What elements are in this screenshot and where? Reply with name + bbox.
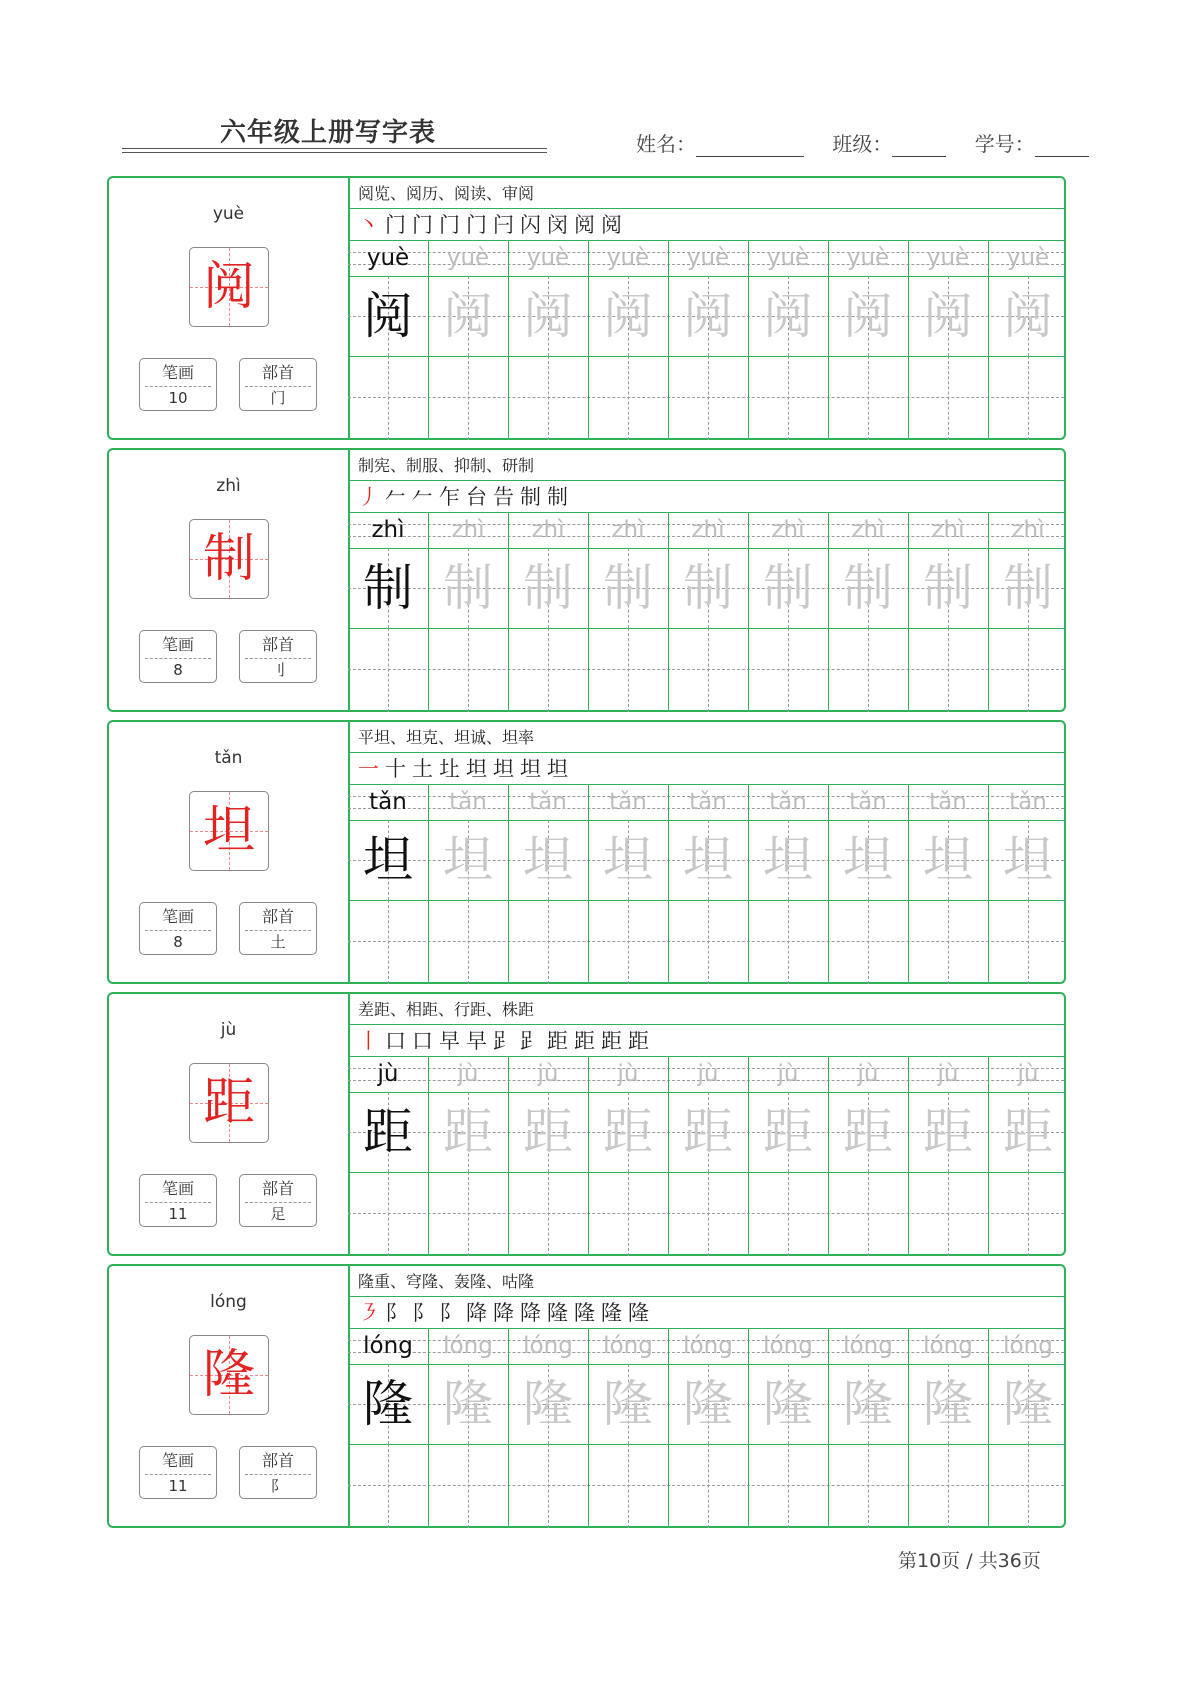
character-practice-cell: 距 [843, 1103, 893, 1161]
example-words: 平坦、坦克、坦诚、坦率 [358, 728, 535, 747]
stroke-count-label: 笔画 [161, 1451, 194, 1470]
number-field[interactable] [1035, 134, 1089, 157]
character-box [189, 791, 269, 871]
pinyin-practice-cell: jù [457, 1061, 479, 1087]
stroke-count-label: 笔画 [161, 363, 194, 382]
stroke-step: 距 [601, 1029, 622, 1053]
stroke-step: 𠂉 [385, 485, 406, 509]
character-practice-cell: 阅 [363, 287, 413, 345]
stroke-count-box [139, 1174, 217, 1227]
character-practice-cell: 制 [363, 559, 413, 617]
pinyin-practice-cell: tǎn [449, 789, 487, 815]
character-practice-cell: 阅 [603, 287, 653, 345]
stroke-step: 门 [439, 213, 460, 237]
pinyin-practice-cell: zhì [371, 517, 405, 543]
example-words: 差距、相距、行距、株距 [358, 1000, 535, 1019]
pinyin-practice-cell: yuè [686, 245, 730, 271]
stroke-order [358, 1298, 655, 1328]
pinyin-practice-cell: zhì [451, 517, 485, 543]
character-pinyin: tǎn [214, 748, 243, 768]
stroke-order [358, 482, 574, 512]
stroke-step: 阝 [439, 1301, 460, 1325]
stroke-step: 阝 [385, 1301, 406, 1325]
character-practice-cell: 隆 [923, 1375, 973, 1433]
character-practice-cell: 阅 [763, 287, 813, 345]
character-practice-cell: 隆 [603, 1375, 653, 1433]
character-practice-cell: 制 [443, 559, 493, 617]
character-glyph: 阅 [202, 257, 255, 317]
stroke-count-box [139, 902, 217, 955]
character-info-panel [109, 722, 350, 982]
radical-label: 部首 [261, 1179, 294, 1198]
pinyin-practice-cell: tǎn [1009, 789, 1047, 815]
character-practice-cell: 距 [1003, 1103, 1053, 1161]
stroke-step: 阅 [601, 213, 622, 237]
stroke-step: 门 [466, 213, 487, 237]
radical-box [239, 358, 317, 411]
character-box [189, 1063, 269, 1143]
stroke-step: 土 [412, 757, 433, 781]
pinyin-practice-cell: yuè [366, 245, 410, 271]
pinyin-practice-cell: tǎn [769, 789, 807, 815]
character-practice-cell: 坦 [683, 831, 733, 889]
stroke-order [358, 210, 628, 240]
radical-box [239, 630, 317, 683]
pinyin-practice-cell: yuè [766, 245, 810, 271]
character-practice-cell: 坦 [763, 831, 813, 889]
pinyin-practice-cell: zhì [1011, 517, 1045, 543]
character-practice-cell: 阅 [523, 287, 573, 345]
character-card [107, 448, 1066, 712]
stroke-count-label: 笔画 [161, 635, 194, 654]
stroke-order [358, 754, 574, 784]
radical-box [239, 1446, 317, 1499]
title-underline-2 [122, 152, 547, 153]
character-practice-cell: 隆 [523, 1375, 573, 1433]
character-practice-cell: 阅 [843, 287, 893, 345]
character-practice-cell: 隆 [363, 1375, 413, 1433]
pinyin-practice-cell: zhì [851, 517, 885, 543]
title-underline [122, 148, 547, 149]
radical-value: 阝 [270, 1477, 286, 1495]
student-info-fields [636, 128, 1089, 157]
stroke-step: 降 [520, 1301, 541, 1325]
character-card [107, 992, 1066, 1256]
character-practice-cell: 距 [763, 1103, 813, 1161]
character-pinyin: jù [220, 1020, 237, 1040]
stroke-step: 阝 [412, 1301, 433, 1325]
character-practice-cell: 隆 [683, 1375, 733, 1433]
character-practice-cell: 隆 [763, 1375, 813, 1433]
stroke-count-value: 11 [168, 1477, 188, 1495]
pinyin-practice-cell: yuè [926, 245, 970, 271]
character-card [107, 176, 1066, 440]
stroke-step: 距 [628, 1029, 649, 1053]
pinyin-practice-cell: lóng [763, 1333, 813, 1359]
radical-box [239, 1174, 317, 1227]
pinyin-practice-cell: lóng [603, 1333, 653, 1359]
stroke-count-value: 8 [173, 933, 183, 951]
stroke-step: 𧾷 [520, 1029, 541, 1053]
practice-grid [348, 178, 1064, 438]
pinyin-practice-cell: jù [537, 1061, 559, 1087]
stroke-step: 降 [493, 1301, 514, 1325]
stroke-step: 𧾷 [493, 1029, 514, 1053]
stroke-step: 台 [466, 485, 487, 509]
stroke-step: 一 [358, 757, 379, 781]
pinyin-practice-cell: lóng [843, 1333, 893, 1359]
pinyin-practice-cell: yuè [526, 245, 570, 271]
character-practice-cell: 制 [523, 559, 573, 617]
stroke-order [358, 1026, 655, 1056]
character-practice-cell: 隆 [843, 1375, 893, 1433]
stroke-step: 闩 [493, 213, 514, 237]
character-glyph: 距 [202, 1073, 255, 1133]
radical-value: 足 [270, 1205, 286, 1223]
pinyin-practice-cell: tǎn [689, 789, 727, 815]
example-words: 制宪、制服、抑制、研制 [358, 456, 535, 475]
character-practice-cell: 距 [363, 1103, 413, 1161]
pinyin-practice-cell: jù [1017, 1061, 1039, 1087]
character-pinyin: yuè [212, 204, 245, 224]
stroke-step: 告 [493, 485, 514, 509]
character-info-panel [109, 178, 350, 438]
practice-grid [348, 450, 1064, 710]
pinyin-practice-cell: yuè [446, 245, 490, 271]
pinyin-practice-cell: tǎn [529, 789, 567, 815]
character-glyph: 坦 [202, 801, 255, 861]
stroke-count-box [139, 358, 217, 411]
pinyin-practice-cell: jù [697, 1061, 719, 1087]
stroke-count-box [139, 630, 217, 683]
character-practice-cell: 坦 [843, 831, 893, 889]
character-practice-cell: 阅 [1003, 287, 1053, 345]
stroke-step: 𠂉 [412, 485, 433, 509]
stroke-step: 距 [574, 1029, 595, 1053]
class-field[interactable] [892, 134, 946, 157]
stroke-step: 门 [412, 213, 433, 237]
character-glyph: 隆 [202, 1345, 255, 1405]
stroke-step: 早 [466, 1029, 487, 1053]
stroke-step: 丨 [358, 1029, 379, 1053]
stroke-step: 隆 [547, 1301, 568, 1325]
pinyin-practice-cell: lóng [523, 1333, 573, 1359]
character-practice-cell: 制 [763, 559, 813, 617]
pinyin-practice-cell: jù [617, 1061, 639, 1087]
pinyin-practice-cell: yuè [846, 245, 890, 271]
radical-label: 部首 [261, 907, 294, 926]
stroke-step: 十 [385, 757, 406, 781]
pinyin-practice-cell: zhì [691, 517, 725, 543]
character-practice-cell: 阅 [443, 287, 493, 345]
stroke-step: 乍 [439, 485, 460, 509]
stroke-step: 降 [466, 1301, 487, 1325]
pinyin-practice-cell: tǎn [849, 789, 887, 815]
stroke-step: 早 [439, 1029, 460, 1053]
stroke-count-value: 8 [173, 661, 183, 679]
practice-grid [348, 994, 1064, 1254]
stroke-step: 制 [547, 485, 568, 509]
character-box [189, 1335, 269, 1415]
stroke-step: 口 [385, 1029, 406, 1053]
pinyin-practice-cell: jù [857, 1061, 879, 1087]
radical-value: 刂 [270, 661, 286, 679]
pinyin-practice-cell: yuè [606, 245, 650, 271]
stroke-step: 隆 [601, 1301, 622, 1325]
stroke-step: ㇋ [358, 1301, 379, 1325]
radical-value: 土 [270, 933, 286, 951]
character-practice-cell: 距 [603, 1103, 653, 1161]
character-box [189, 247, 269, 327]
radical-label: 部首 [261, 635, 294, 654]
character-practice-cell: 距 [923, 1103, 973, 1161]
stroke-step: 圵 [439, 757, 460, 781]
pinyin-practice-cell: lóng [363, 1333, 413, 1359]
stroke-step: 坦 [466, 757, 487, 781]
character-practice-cell: 坦 [603, 831, 653, 889]
character-practice-cell: 距 [443, 1103, 493, 1161]
stroke-step: 制 [520, 485, 541, 509]
stroke-step: 距 [547, 1029, 568, 1053]
character-box [189, 519, 269, 599]
stroke-step: 门 [385, 213, 406, 237]
name-label: 姓名： [636, 132, 696, 156]
stroke-step: 闵 [547, 213, 568, 237]
character-practice-cell: 隆 [1003, 1375, 1053, 1433]
pinyin-practice-cell: lóng [683, 1333, 733, 1359]
number-label: 学号： [974, 132, 1035, 156]
pinyin-practice-cell: tǎn [369, 789, 407, 815]
character-practice-cell: 坦 [1003, 831, 1053, 889]
pinyin-practice-cell: tǎn [609, 789, 647, 815]
pinyin-practice-cell: lóng [1003, 1333, 1053, 1359]
stroke-step: 坦 [520, 757, 541, 781]
pinyin-practice-cell: jù [377, 1061, 399, 1087]
character-practice-cell: 坦 [923, 831, 973, 889]
example-words: 隆重、穹隆、轰隆、咕隆 [358, 1272, 535, 1291]
character-pinyin: zhì [216, 476, 241, 496]
character-info-panel [109, 1266, 350, 1526]
class-label: 班级： [832, 132, 893, 156]
character-practice-cell: 制 [923, 559, 973, 617]
stroke-step: 坦 [547, 757, 568, 781]
character-practice-cell: 制 [683, 559, 733, 617]
page-number: 第10页 / 共36页 [898, 1550, 1041, 1572]
stroke-step: 隆 [628, 1301, 649, 1325]
pinyin-practice-cell: lóng [443, 1333, 493, 1359]
practice-grid [348, 722, 1064, 982]
stroke-step: 隆 [574, 1301, 595, 1325]
character-practice-cell: 制 [843, 559, 893, 617]
stroke-count-label: 笔画 [161, 1179, 194, 1198]
stroke-step: 阅 [574, 213, 595, 237]
stroke-step: 闪 [520, 213, 541, 237]
character-practice-cell: 坦 [523, 831, 573, 889]
character-practice-cell: 距 [683, 1103, 733, 1161]
character-practice-cell: 阅 [923, 287, 973, 345]
pinyin-practice-cell: tǎn [929, 789, 967, 815]
character-info-panel [109, 994, 350, 1254]
name-field[interactable] [696, 134, 804, 157]
character-practice-cell: 坦 [443, 831, 493, 889]
character-practice-cell: 制 [603, 559, 653, 617]
character-practice-cell: 隆 [443, 1375, 493, 1433]
pinyin-practice-cell: zhì [771, 517, 805, 543]
character-card [107, 1264, 1066, 1528]
pinyin-practice-cell: lóng [923, 1333, 973, 1359]
example-words: 阅览、阅历、阅读、审阅 [358, 184, 535, 203]
stroke-step: 坦 [493, 757, 514, 781]
character-practice-cell: 阅 [683, 287, 733, 345]
character-glyph: 制 [202, 529, 255, 589]
character-practice-cell: 坦 [363, 831, 413, 889]
stroke-count-value: 10 [168, 389, 188, 407]
stroke-step: 丿 [358, 485, 379, 509]
pinyin-practice-cell: jù [777, 1061, 799, 1087]
pinyin-practice-cell: zhì [531, 517, 565, 543]
stroke-step: 口 [412, 1029, 433, 1053]
pinyin-practice-cell: jù [937, 1061, 959, 1087]
radical-label: 部首 [261, 1451, 294, 1470]
stroke-count-box [139, 1446, 217, 1499]
pinyin-practice-cell: yuè [1006, 245, 1050, 271]
radical-value: 门 [270, 389, 286, 407]
character-info-panel [109, 450, 350, 710]
stroke-count-value: 11 [168, 1205, 188, 1223]
pinyin-practice-cell: zhì [931, 517, 965, 543]
radical-box [239, 902, 317, 955]
stroke-step: 丶 [358, 213, 379, 237]
character-practice-cell: 制 [1003, 559, 1053, 617]
character-pinyin: lóng [210, 1292, 247, 1312]
stroke-count-label: 笔画 [161, 907, 194, 926]
page-title: 六年级上册写字表 [220, 118, 437, 148]
character-card [107, 720, 1066, 984]
character-practice-cell: 距 [523, 1103, 573, 1161]
pinyin-practice-cell: zhì [611, 517, 645, 543]
radical-label: 部首 [261, 363, 294, 382]
practice-grid [348, 1266, 1064, 1526]
